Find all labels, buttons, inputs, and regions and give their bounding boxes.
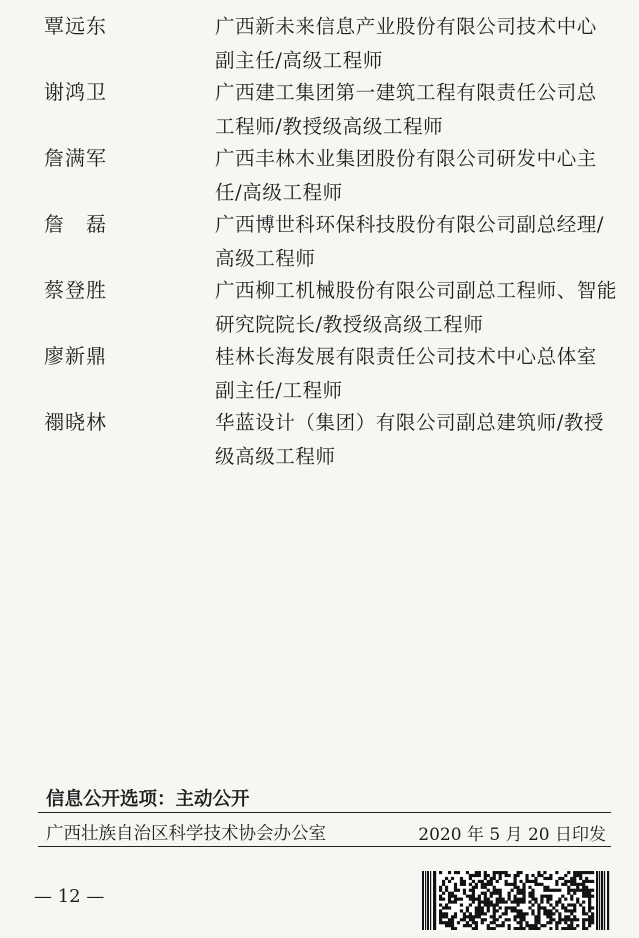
- list-item: [0, 270, 639, 336]
- issue-date: 2020 年 5 月 20 日印发: [418, 825, 606, 845]
- footer-top-rule: [38, 812, 611, 813]
- expert-title: 广西新未来信息产业股份有限公司技术中心 副主任/高级工程师: [215, 15, 597, 72]
- expert-title: 广西丰林木业集团股份有限公司研发中心主 任/高级工程师: [215, 147, 597, 204]
- expert-name: 詹满军: [44, 146, 107, 170]
- expert-name: 谢鸿卫: [44, 80, 107, 104]
- list-item: [0, 138, 639, 204]
- expert-title: 广西博世科环保科技股份有限公司副总经理/ 高级工程师: [215, 213, 605, 270]
- expert-title: 桂林长海发展有限责任公司技术中心总体室 副主任/工程师: [215, 345, 597, 402]
- barcode-icon: [422, 871, 610, 930]
- expert-title: 华蓝设计（集团）有限公司副总建筑师/教授 级高级工程师: [215, 411, 605, 468]
- expert-list: [0, 6, 639, 468]
- expert-name: 廖新鼎: [44, 344, 107, 368]
- expert-name: 禤晓林: [44, 410, 107, 434]
- issuing-office: 广西壮族自治区科学技术协会办公室: [46, 824, 326, 844]
- footer-bottom-rule: [38, 846, 611, 847]
- expert-title: 广西建工集团第一建筑工程有限责任公司总 工程师/教授级高级工程师: [215, 81, 597, 138]
- expert-name: 覃远东: [44, 14, 107, 38]
- list-item: [0, 204, 639, 270]
- info-disclosure: 信息公开选项：主动公开: [46, 789, 250, 810]
- expert-name: 詹 磊: [44, 212, 107, 236]
- list-item: [0, 336, 639, 402]
- list-item: [0, 402, 639, 468]
- expert-name: 蔡登胜: [44, 278, 107, 302]
- page-number: — 12 —: [34, 886, 105, 907]
- list-item: [0, 72, 639, 138]
- list-item: [0, 6, 639, 72]
- expert-title: 广西柳工机械股份有限公司副总工程师、智能 研究院院长/教授级高级工程师: [215, 279, 618, 336]
